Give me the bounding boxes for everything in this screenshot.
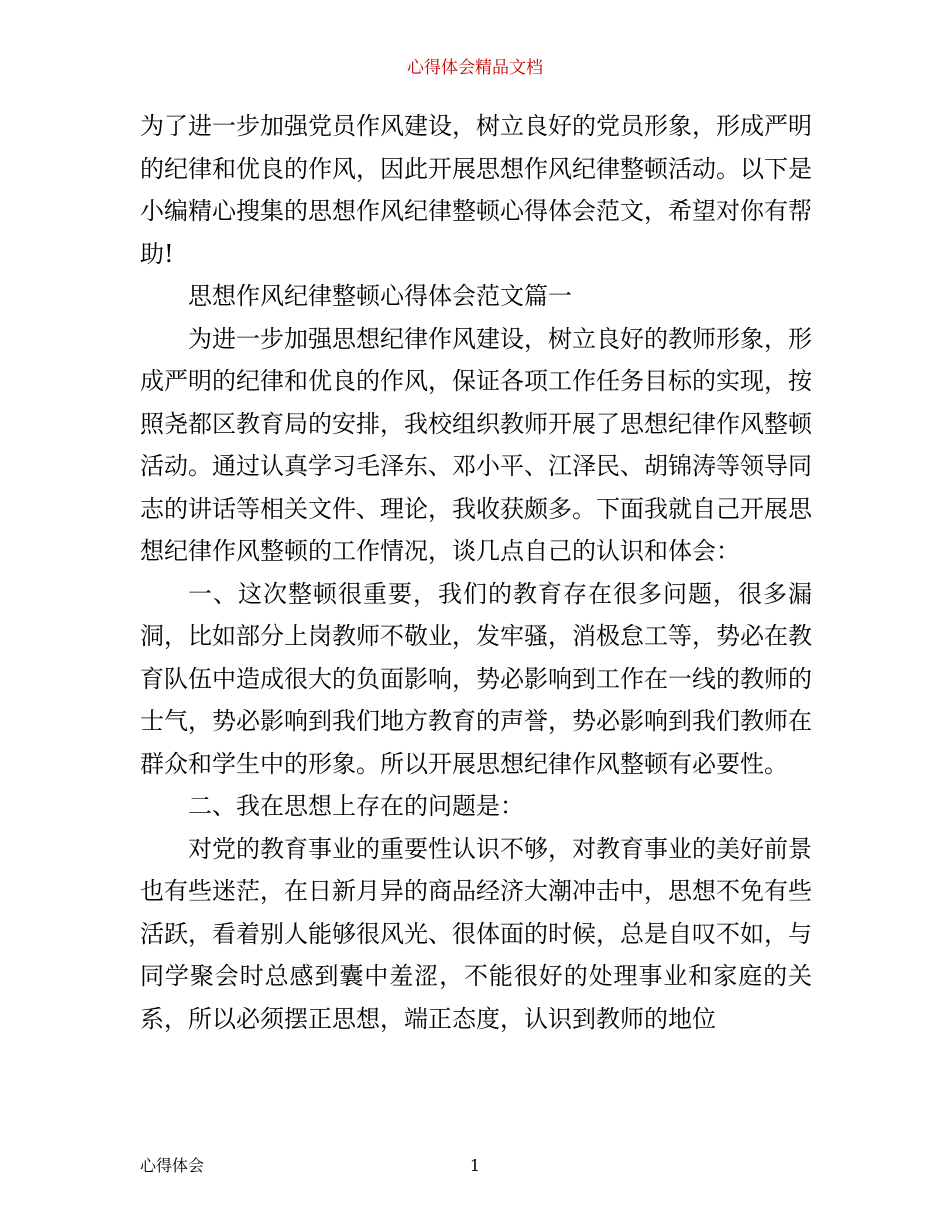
- page-number: 1: [469, 1156, 481, 1175]
- body-paragraph: 对党的教育事业的重要性认识不够，对教育事业的美好前景也有些迷茫，在日新月异的商品经济大潮冲击中，思想不免有些活跃，看着别人能够很风光、很体面的时候，总是自叹不如，与同学聚会时总感到囊中羞涩，不能很好的处理事业和家庭的关系，所以必须摆正思想，端正态度，认识到教师的地位: [140, 834, 812, 1033]
- section-title: 思想作风纪律整顿心得体会范文篇一: [188, 282, 572, 310]
- body-paragraph: 为进一步加强思想纪律作风建设，树立良好的教师形象，形成严明的纪律和优良的作风，保证各项工作任务目标的实现，按照尧都区教育局的安排，我校组织教师开展了思想纪律作风整顿活动。通过认真学习毛泽东、邓小平、江泽民、胡锦涛等领导同志的讲话等相关文件、理论，我收获颇多。下面我就自己开展思想纪律作风整顿的工作情况，谈几点自己的认识和体会：: [140, 324, 812, 565]
- page-header-title: 心得体会精品文档: [407, 58, 543, 78]
- document-body: [140, 105, 812, 1040]
- body-paragraph: 一、这次整顿很重要，我们的教育存在很多问题，很多漏洞，比如部分上岗教师不敬业，发牢骚，消极怠工等，势必在教育队伍中造成很大的负面影响，势必影响到工作在一线的教师的士气，势必影响到我们地方教育的声誉，势必影响到我们教师在群众和学生中的形象。所以开展思想纪律作风整顿有必要性。: [140, 579, 812, 778]
- body-paragraph: 二、我在思想上存在的问题是：: [188, 792, 524, 820]
- intro-paragraph: 为了进一步加强党员作风建设，树立良好的党员形象，形成严明的纪律和优良的作风，因此开展思想作风纪律整顿活动。以下是小编精心搜集的思想作风纪律整顿心得体会范文，希望对你有帮助!: [140, 112, 812, 268]
- footer-label: 心得体会: [140, 1156, 205, 1175]
